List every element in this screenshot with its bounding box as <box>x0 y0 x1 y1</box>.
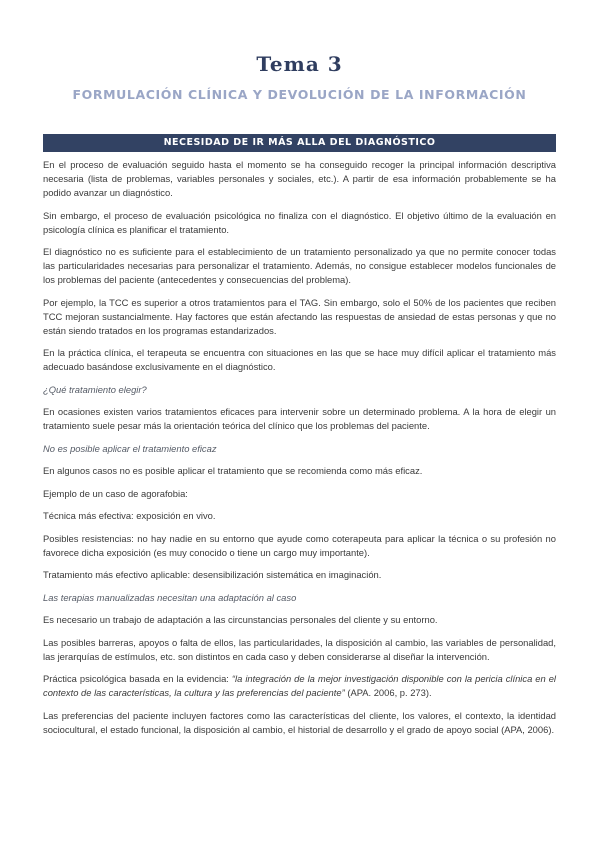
definition-citation: (APA. 2006, p. 273). <box>344 687 432 698</box>
paragraph: Ejemplo de un caso de agorafobia: <box>43 487 188 499</box>
paragraph: Por ejemplo, la TCC es superior a otros tratamientos para el TAG. Sin embargo, solo el 50% de los pacientes que reciben TCC mejoran sustancialmente. Hay factores que están afectando las respuestas de ansiedad de estas personas y que no están siendo tratados en los programas estandarizados. <box>43 296 556 336</box>
definition-lead: Práctica psicológica basada en la evidencia: <box>43 673 232 684</box>
paragraph: En algunos casos no es posible aplicar el tratamiento que se recomienda como más eficaz. <box>43 465 423 476</box>
paragraph: En la práctica clínica, el terapeuta se encuentra con situaciones en las que se hace muy difícil aplicar el tratamiento más adecuado basándose exclusivamente en el diagnóstico. <box>43 347 556 372</box>
subheading-question: ¿Qué tratamiento elegir? <box>43 383 147 395</box>
paragraph: En ocasiones existen varios tratamientos eficaces para intervenir sobre un determinado problema. A la hora de elegir un tratamiento suele pesar más la orientación teórica del clínico que los problemas del paciente. <box>43 406 556 431</box>
subheading-question: No es posible aplicar el tratamiento eficaz <box>43 442 217 454</box>
page-subtitle: FORMULACIÓN CLÍNICA Y DEVOLUCIÓN DE LA INFORMACIÓN <box>72 87 527 102</box>
paragraph: Las posibles barreras, apoyos o falta de ellos, las particularidades, la disposición al cambio, las variables de personalidad, las jerarquías de estímulos, etc. son distintos en cada caso y deben considerarse al diseñar la intervención. <box>43 636 556 662</box>
paragraph: En el proceso de evaluación seguido hasta el momento se ha conseguido recoger la principal información descriptiva necesaria (lista de problemas, variables personales y sociales, etc.). A partir de esa información probablemente se ha podido avanzar un diagnóstico. <box>43 159 556 198</box>
paragraph: Es necesario un trabajo de adaptación a las circunstancias personales del cliente y su entorno. <box>43 614 438 625</box>
paragraph: El diagnóstico no es suficiente para el establecimiento de un tratamiento personalizado ya que no permite conocer todas las particularidades necesarias para personalizar el tratamiento. Además, no consigue establecer modelos funcionales de los problemas del paciente (antecedentes y consecuencias del problema). <box>43 246 556 285</box>
page-title: Tema 3 <box>256 52 343 76</box>
section-heading: NECESIDAD DE IR MÁS ALLA DEL DIAGNÓSTICO <box>43 134 556 152</box>
paragraph-evidence-definition <box>43 672 556 700</box>
paragraph: Posibles resistencias: no hay nadie en su entorno que ayude como coterapeuta para aplicar la técnica o su profesión no favorece dicha exposición (es muy conocido o tiene un cargo muy importante). <box>43 532 556 558</box>
subheading-question: Las terapias manualizadas necesitan una adaptación al caso <box>43 591 297 603</box>
paragraph: Técnica más efectiva: exposición en vivo. <box>43 510 216 521</box>
paragraph: Sin embargo, el proceso de evaluación psicológica no finaliza con el diagnóstico. El objetivo último de la evaluación en psicología clínica es planificar el tratamiento. <box>43 209 556 235</box>
document-body <box>43 158 556 745</box>
paragraph: Tratamiento más efectivo aplicable: desensibilización sistemática en imaginación. <box>43 569 382 580</box>
definition-quote: “la integración de la mejor investigación disponible con la pericia clínica en el contexto de las características, la cultura y las preferencias del paciente” <box>43 673 557 698</box>
paragraph: Las preferencias del paciente incluyen factores como las características del cliente, los valores, el contexto, la identidad sociocultural, el estado funcional, la disposición al cambio, el historial de desarrollo y el grado de apoyo social (APA, 2006). <box>43 709 556 735</box>
